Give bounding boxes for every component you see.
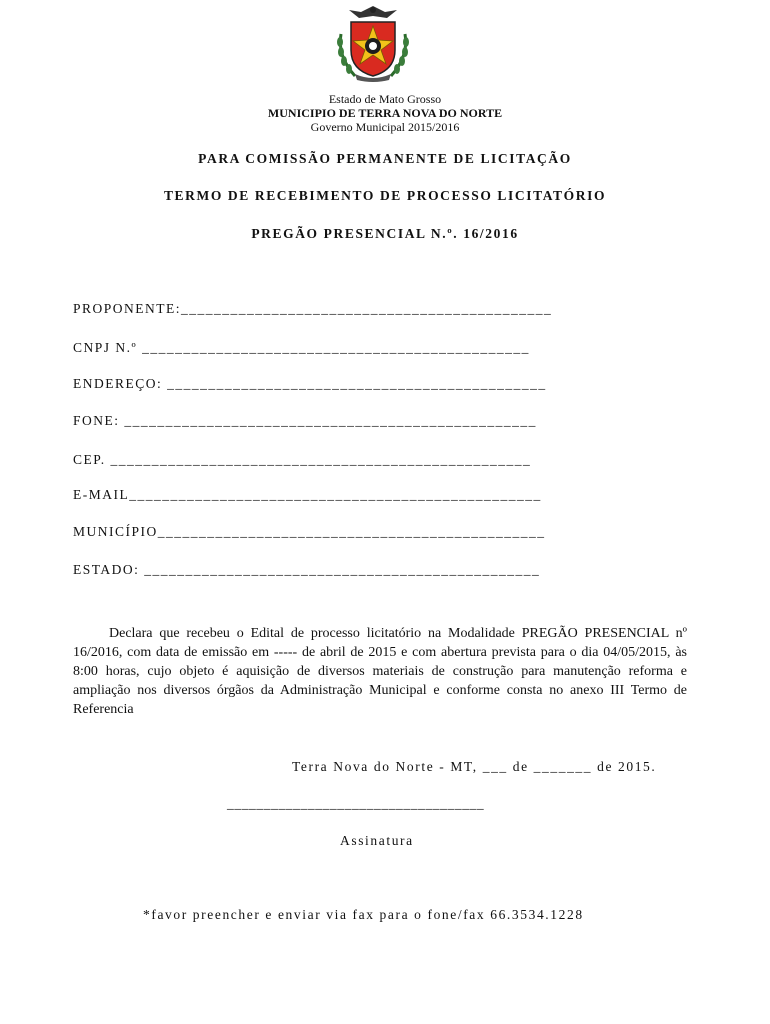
field-proponente[interactable]: PROPONENTE:_____________________________________________ (73, 301, 553, 316)
field-fone[interactable]: FONE: __________________________________________________ (73, 413, 537, 428)
signature-label: Assinatura (340, 833, 414, 848)
field-email[interactable]: E-MAIL__________________________________________________ (73, 487, 542, 502)
signature-line[interactable]: ___________________________________ (227, 796, 485, 811)
field-municipio[interactable]: MUNICÍPIO_______________________________________________ (73, 524, 546, 539)
field-cnpj[interactable]: CNPJ N.º _______________________________________________ (73, 340, 530, 355)
declaration-text: Declara que recebeu o Edital de processo licitatório na Modalidade PREGÃO PRESENCIAL nº 16/2016, com data de emissão em ----- de abril de 2015 e com abertura prevista para o dia 04/05/2015, às 8:00 horas, cujo objeto é aquisição de diversos materiais de construção para manutenção reforma e ampliação nos diversos órgãos da Administração Municipal e conforme consta no anexo III Termo de Referencia (73, 626, 687, 717)
field-estado[interactable]: ESTADO: ________________________________________________ (73, 562, 541, 577)
header-state: Estado de Mato Grosso (328, 92, 442, 106)
title-commission: PARA COMISSÃO PERMANENTE DE LICITAÇÃO (198, 151, 572, 166)
place-date-line[interactable]: Terra Nova do Norte - MT, ___ de _______ de 2015. (292, 759, 657, 774)
field-endereco[interactable]: ENDEREÇO: ______________________________________________ (73, 376, 547, 391)
footer-fax-note: *favor preencher e enviar via fax para o fone/fax 66.3534.1228 (143, 907, 584, 922)
declaration-paragraph (73, 624, 687, 719)
header-municipality: MUNICIPIO DE TERRA NOVA DO NORTE (267, 106, 503, 120)
field-cep[interactable]: CEP. ___________________________________________________ (73, 452, 532, 467)
header-government: Governo Municipal 2015/2016 (310, 120, 460, 134)
municipal-coat-of-arms (331, 4, 415, 84)
title-auction-number: PREGÃO PRESENCIAL N.º. 16/2016 (251, 226, 519, 241)
title-receipt-term: TERMO DE RECEBIMENTO DE PROCESSO LICITATÓRIO (163, 188, 607, 203)
